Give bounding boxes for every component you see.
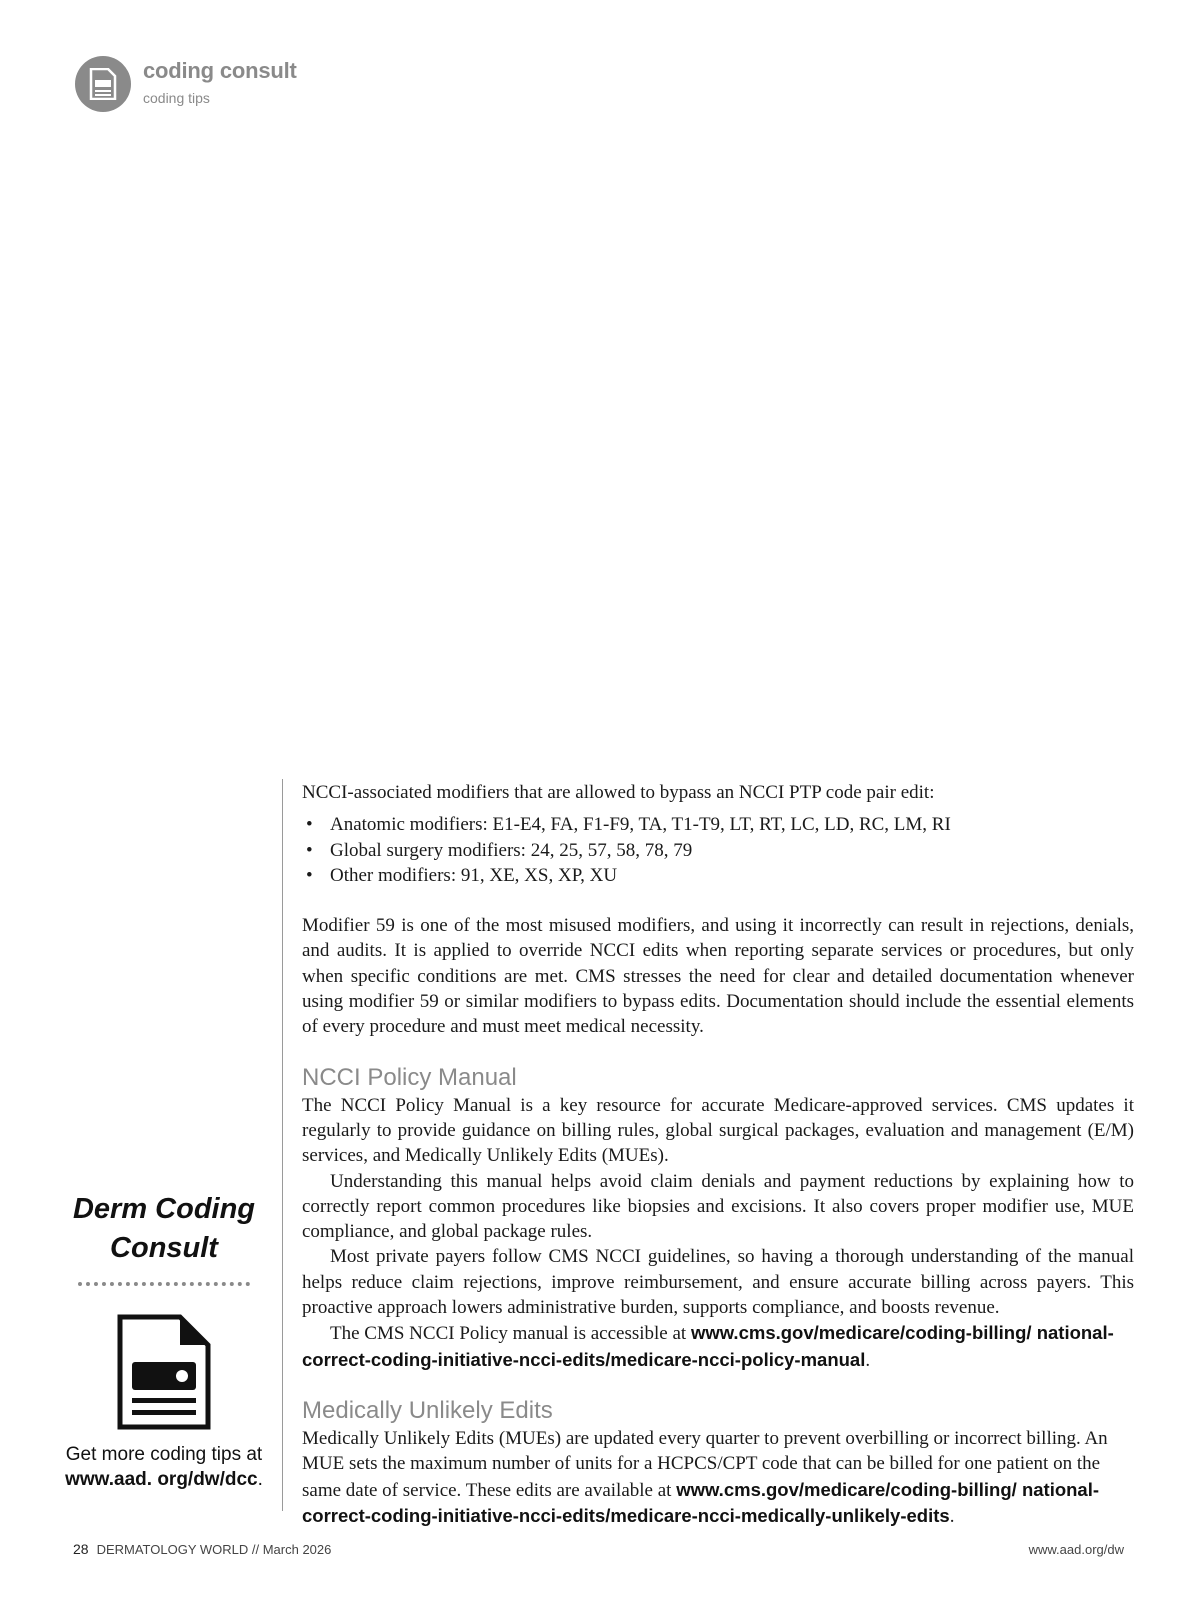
article-body [302, 780, 1134, 1529]
section-badge [75, 56, 131, 112]
policy-paragraph-2: Understanding this manual helps avoid claim denials and payment reductions by explaining how to correctly report common procedures like biopsies and excisions. It also covers proper modifier use, MUE compliance, and global package rules. [302, 1170, 1134, 1243]
sidebar-cta [60, 1442, 268, 1492]
modifier-59-paragraph: Modifier 59 is one of the most misused modifiers, and using it incorrectly can result in rejections, denials, and audits. It is applied to override NCCI edits when reporting separate services or procedures, but only when specific conditions are met. CMS stresses the need for clear and detailed documentation whenever using modifier 59 or similar modifiers to bypass edits. Documentation should include the essential elements of every procedure and must meet medical necessity. [302, 915, 1134, 1038]
mue-link-suffix: . [949, 1505, 955, 1527]
mue-heading: Medically Unlikely Edits [302, 1396, 553, 1424]
list-item: • Anatomic modifiers: E1-E4, FA, F1-F9, TA, T1-T9, LT, RT, LC, LD, RC, LM, RI [302, 812, 1134, 837]
sidebar-title-line2: Consult [110, 1232, 218, 1264]
list-item: • Global surgery modifiers: 24, 25, 57, 58, 78, 79 [302, 838, 1134, 863]
policy-manual-heading: NCCI Policy Manual [302, 1063, 517, 1091]
mue-text: Medically Unlikely Edits (MUEs) are updated every quarter to prevent overbilling or incorrect billing. An MUE sets the maximum number of units for a HCPCS/CPT code that can be billed for one patient on the same date of service. These edits are available at [302, 1427, 1108, 1501]
sidebar-cta-text: Get more coding tips at [65, 1444, 263, 1465]
footer-website[interactable]: www.aad.org/dw [1028, 1542, 1124, 1557]
policy-paragraph-4 [302, 1320, 1134, 1373]
dotted-divider [78, 1282, 250, 1286]
intro-paragraph: NCCI-associated modifiers that are allowed to bypass an NCCI PTP code pair edit: [302, 782, 935, 803]
page-footer-left [73, 1541, 331, 1557]
mue-paragraph [302, 1426, 1134, 1529]
sidebar-title [60, 1190, 268, 1268]
modifier-list [302, 812, 1134, 888]
list-item: • Other modifiers: 91, XE, XS, XP, XU [302, 863, 1134, 888]
document-icon [89, 68, 117, 100]
policy-manual-link[interactable]: www.cms.gov/medicare/coding-billing/ national-correct-coding-initiative-ncci-edits/medicare-ncci-policy-manual [302, 1322, 1114, 1370]
sidebar-cta-suffix: . [257, 1469, 263, 1490]
publication-info: DERMATOLOGY WORLD // March 2026 [96, 1542, 332, 1557]
document-icon [116, 1314, 212, 1430]
sidebar-title-line1: Derm Coding [72, 1193, 256, 1225]
policy-link-intro: The CMS NCCI Policy manual is accessible at [330, 1323, 691, 1345]
page-number: 28 [73, 1541, 89, 1557]
column-divider [282, 779, 283, 1511]
sidebar-callout [60, 1190, 268, 1492]
sidebar-cta-link[interactable]: www.aad. org/dw/dcc [65, 1469, 258, 1490]
mue-link[interactable]: www.cms.gov/medicare/coding-billing/ national-correct-coding-initiative-ncci-edits/medicare-ncci-medically-unlikely-edits [302, 1478, 1100, 1526]
policy-paragraph-1: The NCCI Policy Manual is a key resource for accurate Medicare-approved services. CMS updates it regularly to provide guidance on billing rules, global surgical packages, evaluation and management (E/M) services, and Medically Unlikely Edits (MUEs). [302, 1094, 1134, 1167]
section-title: coding consult [143, 58, 297, 83]
section-subtitle: coding tips [143, 90, 210, 106]
policy-paragraph-3: Most private payers follow CMS NCCI guidelines, so having a thorough understanding of the manual helps reduce claim rejections, improve reimbursement, and ensure accurate billing across payers. This proactive approach lowers administrative burden, supports compliance, and boosts revenue. [302, 1246, 1134, 1319]
policy-link-suffix: . [865, 1349, 871, 1371]
